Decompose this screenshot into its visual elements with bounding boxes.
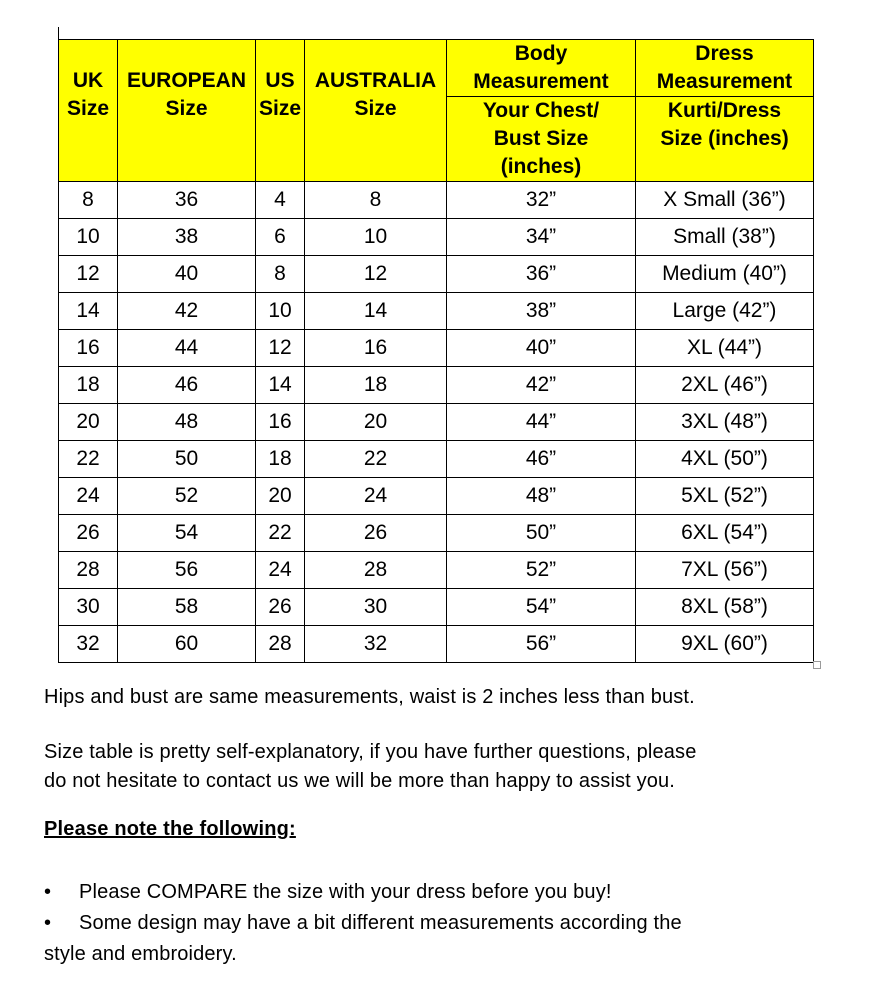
bust-size-cell: 54” [447, 589, 636, 626]
bullet-icon: • [44, 881, 52, 903]
european-size-cell: 48 [118, 404, 256, 441]
uk-size-cell: 16 [59, 330, 118, 367]
bust-size-cell: 32” [447, 182, 636, 219]
us-size-cell: 10 [256, 293, 305, 330]
header-chest-bust-size: Your Chest/ Bust Size (inches) [447, 97, 636, 182]
table-row [59, 626, 814, 663]
header-body-measurement: Body Measurement [447, 40, 636, 97]
header-australia-size: AUSTRALIA Size [305, 40, 447, 182]
us-size-cell: 12 [256, 330, 305, 367]
uk-size-cell: 10 [59, 219, 118, 256]
us-size-cell: 22 [256, 515, 305, 552]
european-size-cell: 52 [118, 478, 256, 515]
dress-size-cell: Large (42”) [636, 293, 814, 330]
table-row [59, 182, 814, 219]
header-european-size: EUROPEAN Size [118, 40, 256, 182]
us-size-cell: 24 [256, 552, 305, 589]
australia-size-cell: 22 [305, 441, 447, 478]
table-row [59, 404, 814, 441]
header-dress-measurement: Dress Measurement [636, 40, 814, 97]
australia-size-cell: 14 [305, 293, 447, 330]
european-size-cell: 58 [118, 589, 256, 626]
uk-size-cell: 28 [59, 552, 118, 589]
bust-size-cell: 38” [447, 293, 636, 330]
european-size-cell: 40 [118, 256, 256, 293]
dress-size-cell: 9XL (60”) [636, 626, 814, 663]
note-item: • Some design may have a bit different measurements according the [44, 908, 844, 939]
australia-size-cell: 32 [305, 626, 447, 663]
table-row [59, 589, 814, 626]
document-margin-mark [58, 27, 59, 39]
uk-size-cell: 26 [59, 515, 118, 552]
australia-size-cell: 12 [305, 256, 447, 293]
european-size-cell: 56 [118, 552, 256, 589]
header-uk-size: UK Size [59, 40, 118, 182]
table-row [59, 330, 814, 367]
australia-size-cell: 18 [305, 367, 447, 404]
bust-size-cell: 34” [447, 219, 636, 256]
table-row-marker [813, 218, 814, 239]
european-size-cell: 54 [118, 515, 256, 552]
header-kurti-dress-size: Kurti/Dress Size (inches) [636, 97, 814, 182]
dress-size-cell: 7XL (56”) [636, 552, 814, 589]
us-size-cell: 8 [256, 256, 305, 293]
us-size-cell: 16 [256, 404, 305, 441]
dress-size-cell: 3XL (48”) [636, 404, 814, 441]
uk-size-cell: 22 [59, 441, 118, 478]
dress-size-cell: 6XL (54”) [636, 515, 814, 552]
uk-size-cell: 32 [59, 626, 118, 663]
bust-size-cell: 52” [447, 552, 636, 589]
bust-size-cell: 40” [447, 330, 636, 367]
european-size-cell: 60 [118, 626, 256, 663]
us-size-cell: 26 [256, 589, 305, 626]
dress-size-cell: Small (38”) [636, 219, 814, 256]
european-size-cell: 36 [118, 182, 256, 219]
bullet-icon: • [44, 912, 52, 934]
european-size-cell: 50 [118, 441, 256, 478]
us-size-cell: 20 [256, 478, 305, 515]
australia-size-cell: 26 [305, 515, 447, 552]
table-header-row [59, 40, 814, 97]
table-row [59, 219, 814, 256]
dress-size-cell: X Small (36”) [636, 182, 814, 219]
help-paragraph: Size table is pretty self-explanatory, if you have further questions, please do not hesitate to contact us we will be more than happy to assist you. [44, 741, 697, 792]
bust-size-cell: 50” [447, 515, 636, 552]
notes-heading: Please note the following: [44, 818, 296, 840]
table-row [59, 293, 814, 330]
bust-size-cell: 36” [447, 256, 636, 293]
bust-size-cell: 42” [447, 367, 636, 404]
uk-size-cell: 8 [59, 182, 118, 219]
uk-size-cell: 20 [59, 404, 118, 441]
bust-size-cell: 46” [447, 441, 636, 478]
dress-size-cell: Medium (40”) [636, 256, 814, 293]
table-row [59, 367, 814, 404]
table-row [59, 441, 814, 478]
uk-size-cell: 14 [59, 293, 118, 330]
australia-size-cell: 20 [305, 404, 447, 441]
dress-size-cell: XL (44”) [636, 330, 814, 367]
note-item: • Please COMPARE the size with your dress before you buy! [44, 877, 844, 908]
european-size-cell: 38 [118, 219, 256, 256]
bust-size-cell: 44” [447, 404, 636, 441]
table-row [59, 256, 814, 293]
note-continuation: style and embroidery. [44, 943, 237, 965]
uk-size-cell: 30 [59, 589, 118, 626]
us-size-cell: 4 [256, 182, 305, 219]
size-chart-table [58, 39, 814, 663]
us-size-cell: 18 [256, 441, 305, 478]
european-size-cell: 42 [118, 293, 256, 330]
table-row [59, 515, 814, 552]
australia-size-cell: 30 [305, 589, 447, 626]
notes-list [44, 877, 844, 970]
uk-size-cell: 18 [59, 367, 118, 404]
us-size-cell: 14 [256, 367, 305, 404]
australia-size-cell: 16 [305, 330, 447, 367]
header-us-size: US Size [256, 40, 305, 182]
bust-size-cell: 48” [447, 478, 636, 515]
bust-size-cell: 56” [447, 626, 636, 663]
european-size-cell: 46 [118, 367, 256, 404]
australia-size-cell: 24 [305, 478, 447, 515]
dress-size-cell: 5XL (52”) [636, 478, 814, 515]
australia-size-cell: 8 [305, 182, 447, 219]
table-resize-handle[interactable] [813, 661, 821, 669]
european-size-cell: 44 [118, 330, 256, 367]
us-size-cell: 6 [256, 219, 305, 256]
measurement-note: Hips and bust are same measurements, waist is 2 inches less than bust. [44, 686, 695, 708]
uk-size-cell: 12 [59, 256, 118, 293]
australia-size-cell: 10 [305, 219, 447, 256]
dress-size-cell: 8XL (58”) [636, 589, 814, 626]
table-row [59, 552, 814, 589]
australia-size-cell: 28 [305, 552, 447, 589]
us-size-cell: 28 [256, 626, 305, 663]
table-row [59, 478, 814, 515]
uk-size-cell: 24 [59, 478, 118, 515]
dress-size-cell: 4XL (50”) [636, 441, 814, 478]
dress-size-cell: 2XL (46”) [636, 367, 814, 404]
